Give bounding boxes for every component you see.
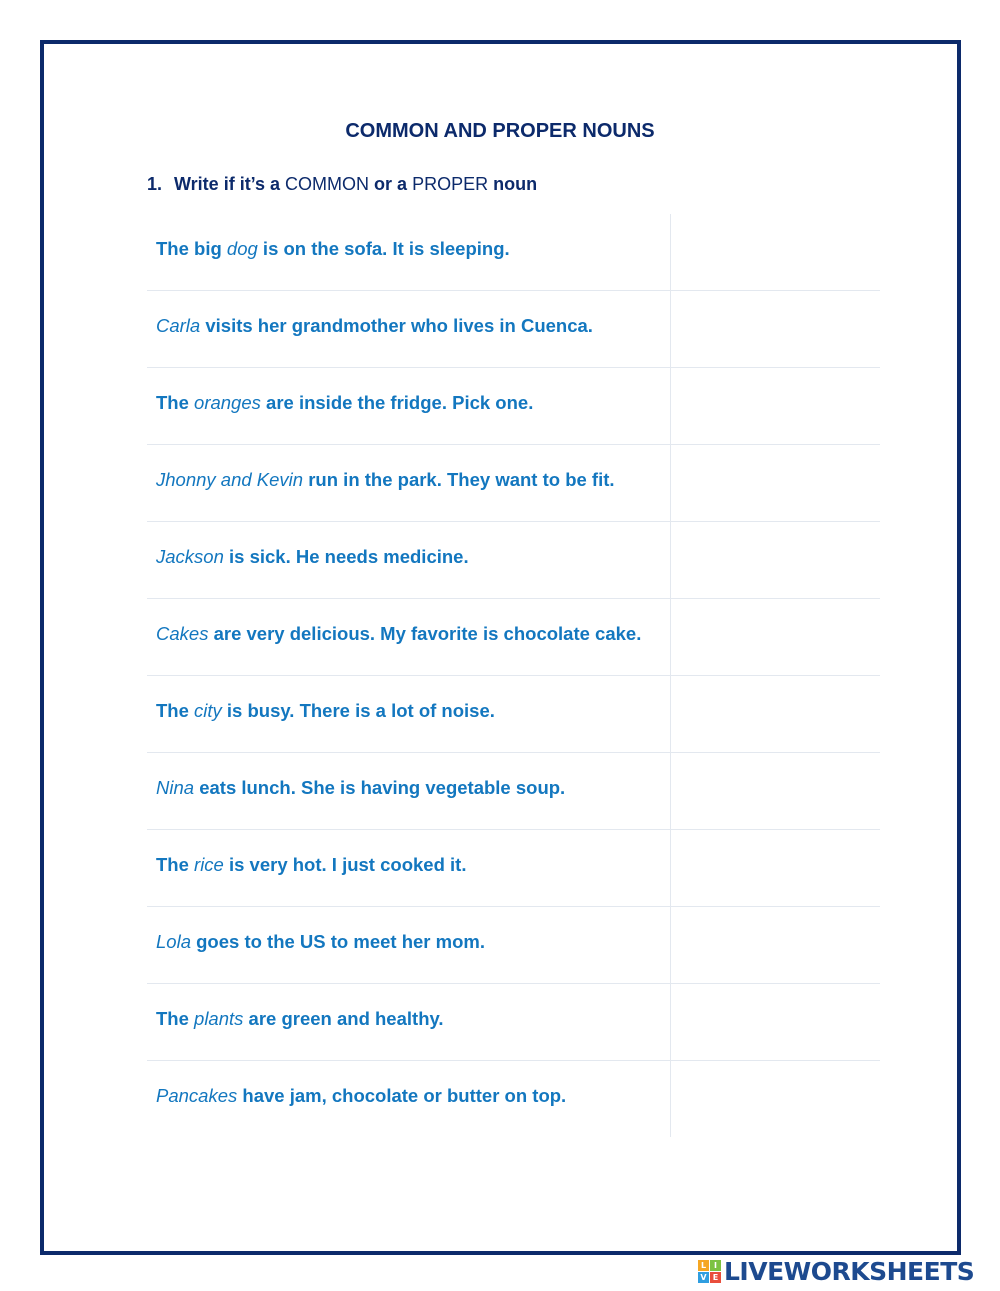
answer-input[interactable] (681, 852, 865, 884)
answer-cell (671, 214, 880, 290)
sentence-cell (147, 368, 671, 444)
highlighted-noun: Carla (156, 315, 201, 336)
table-row (147, 291, 880, 368)
logo-letter: L (698, 1260, 709, 1271)
highlighted-noun: Jackson (156, 546, 224, 567)
answer-cell (671, 830, 880, 906)
highlighted-noun: Jhonny and Kevin (156, 469, 304, 490)
answer-input[interactable] (681, 544, 865, 576)
table-row (147, 445, 880, 522)
sentence-text-after: is very hot. I just cooked it. (223, 854, 467, 875)
highlighted-noun: city (194, 700, 222, 721)
table-row (147, 368, 880, 445)
answer-input[interactable] (681, 621, 865, 653)
sentence-text-after: have jam, chocolate or butter on top. (237, 1085, 567, 1106)
answer-cell (671, 368, 880, 444)
liveworksheets-logo (698, 1256, 974, 1286)
answer-cell (671, 599, 880, 675)
table-row (147, 676, 880, 753)
answer-cell (671, 291, 880, 367)
highlighted-noun: oranges (194, 392, 261, 413)
instruction-proper: PROPER (412, 174, 489, 194)
logo-letter: V (698, 1272, 709, 1283)
answer-input[interactable] (681, 467, 865, 499)
highlighted-noun: Lola (156, 931, 191, 952)
sentence-text-after: are very delicious. My favorite is chocolate cake. (208, 623, 642, 644)
instruction-common: COMMON (285, 174, 370, 194)
highlighted-noun: Pancakes (156, 1085, 238, 1106)
answer-input[interactable] (681, 1083, 865, 1115)
answer-input[interactable] (681, 236, 865, 268)
table-row (147, 830, 880, 907)
answer-input[interactable] (681, 775, 865, 807)
logo-letter: I (710, 1260, 721, 1271)
answer-cell (671, 753, 880, 829)
sentence-text-after: visits her grandmother who lives in Cuenca. (200, 315, 593, 336)
table-row (147, 1061, 880, 1137)
table-row (147, 753, 880, 830)
instruction-text-2: or a (369, 174, 413, 194)
answer-cell (671, 522, 880, 598)
instruction-text-1: Write if it’s a (174, 174, 286, 194)
logo-text: LIVEWORKSHEETS (724, 1256, 975, 1286)
worksheet-title: COMMON AND PROPER NOUNS (345, 120, 655, 142)
instruction-line (147, 174, 537, 195)
highlighted-noun: plants (194, 1008, 244, 1029)
sentence-text-after: eats lunch. She is having vegetable soup. (194, 777, 566, 798)
sentence-cell (147, 214, 671, 290)
answer-cell (671, 1061, 880, 1137)
answer-cell (671, 676, 880, 752)
logo-mark-icon (698, 1260, 721, 1283)
table-row (147, 907, 880, 984)
table-row (147, 214, 880, 291)
noun-table (147, 214, 880, 1137)
sentence-cell (147, 753, 671, 829)
logo-letter: E (710, 1272, 721, 1283)
table-row (147, 522, 880, 599)
sentence-text-before: The (156, 1008, 195, 1029)
highlighted-noun: dog (226, 238, 258, 259)
sentence-cell (147, 1061, 671, 1137)
sentence-text-before: The (156, 392, 195, 413)
sentence-cell (147, 291, 671, 367)
answer-cell (671, 984, 880, 1060)
answer-input[interactable] (681, 313, 865, 345)
table-row (147, 599, 880, 676)
answer-input[interactable] (681, 698, 865, 730)
sentence-cell (147, 522, 671, 598)
answer-input[interactable] (681, 929, 865, 961)
instruction-text-3: noun (488, 174, 538, 194)
highlighted-noun: Nina (156, 777, 195, 798)
sentence-cell (147, 984, 671, 1060)
sentence-text-after: run in the park. They want to be fit. (303, 469, 615, 490)
answer-input[interactable] (681, 1006, 865, 1038)
sentence-cell (147, 445, 671, 521)
sentence-cell (147, 830, 671, 906)
sentence-text-before: The (156, 854, 195, 875)
sentence-cell (147, 599, 671, 675)
sentence-cell (147, 907, 671, 983)
sentence-text-after: are inside the fridge. Pick one. (260, 392, 534, 413)
table-row (147, 984, 880, 1061)
sentence-text-after: goes to the US to meet her mom. (190, 931, 485, 952)
sentence-text-after: is on the sofa. It is sleeping. (257, 238, 510, 259)
highlighted-noun: rice (194, 854, 224, 875)
instruction-number: 1. (147, 174, 163, 194)
answer-cell (671, 907, 880, 983)
sentence-cell (147, 676, 671, 752)
sentence-text-after: is busy. There is a lot of noise. (221, 700, 495, 721)
answer-input[interactable] (681, 390, 865, 422)
highlighted-noun: Cakes (156, 623, 209, 644)
sentence-text-before: The big (156, 238, 227, 259)
sentence-text-before: The (156, 700, 195, 721)
answer-cell (671, 445, 880, 521)
sentence-text-after: are green and healthy. (243, 1008, 444, 1029)
sentence-text-after: is sick. He needs medicine. (223, 546, 469, 567)
